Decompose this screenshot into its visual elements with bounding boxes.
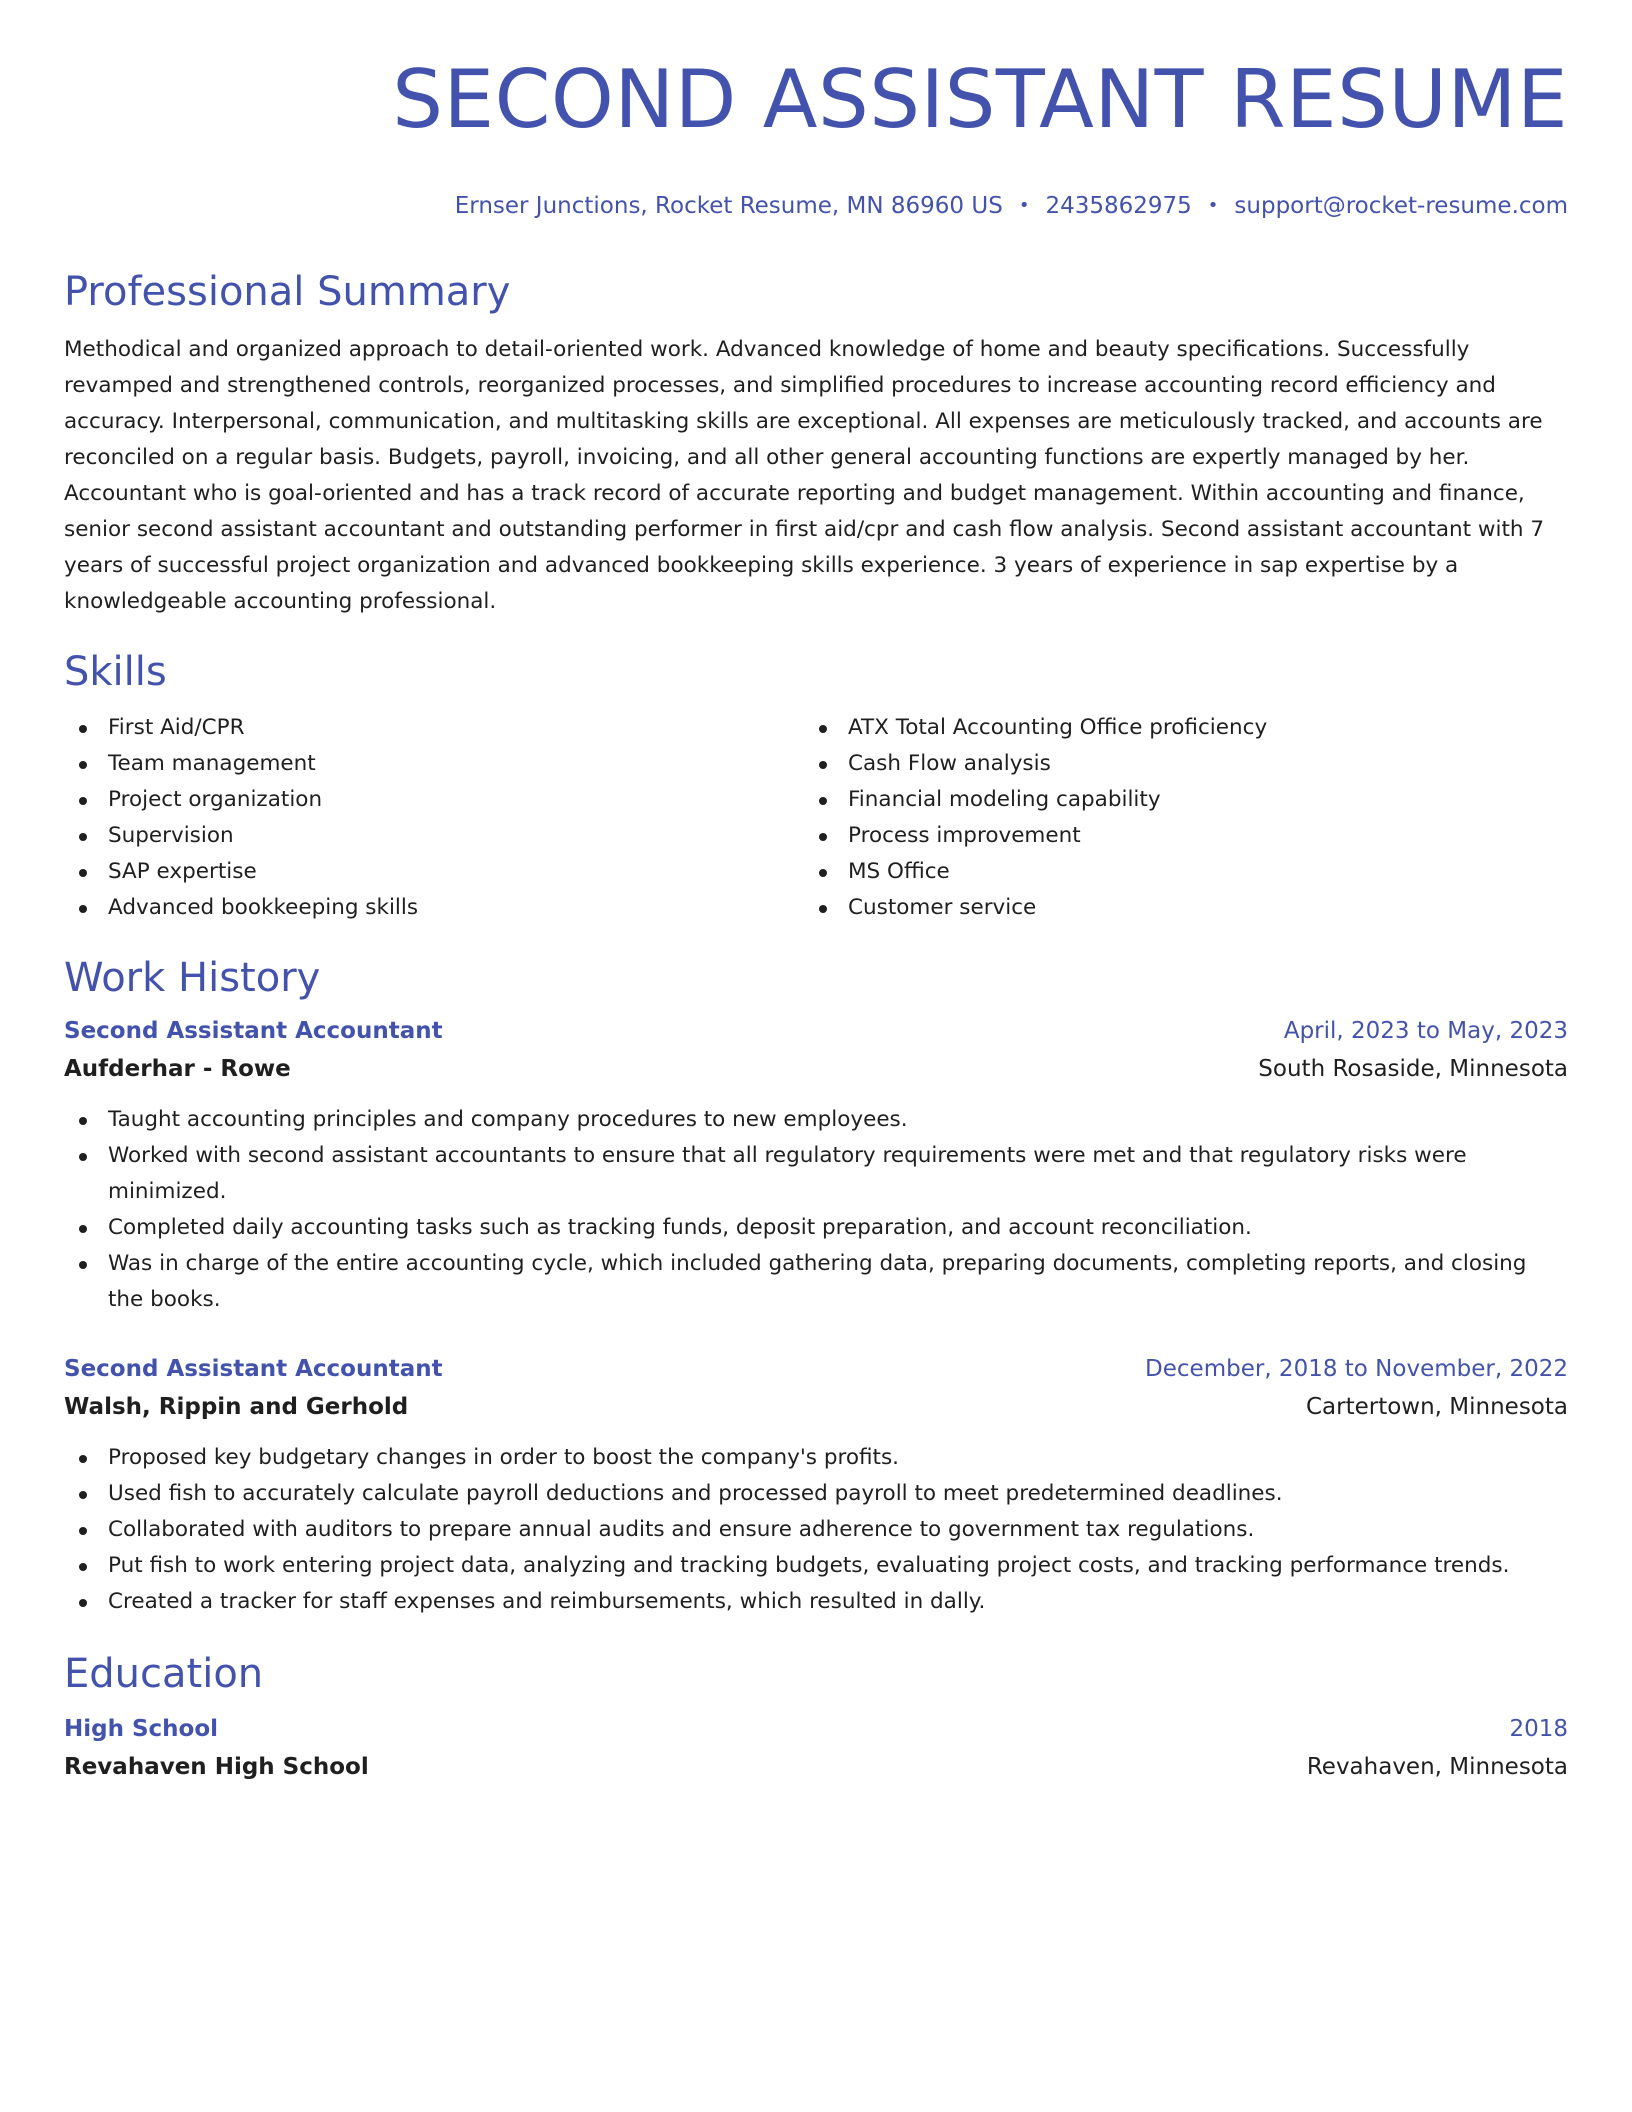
job-dates: April, 2023 to May, 2023 bbox=[1283, 1018, 1568, 1044]
job-duty: Collaborated with auditors to prepare annual audits and ensure adherence to government tax regulations. bbox=[64, 1512, 1568, 1548]
job-dates: December, 2018 to November, 2022 bbox=[1145, 1356, 1568, 1382]
contact-email[interactable]: support@rocket-resume.com bbox=[1234, 193, 1568, 219]
skill-item: Cash Flow analysis bbox=[804, 746, 1544, 782]
degree-title: High School bbox=[64, 1716, 219, 1742]
job-location: Cartertown, Minnesota bbox=[1305, 1394, 1568, 1420]
job-duties-list bbox=[64, 1440, 1568, 1620]
job-duty: Completed daily accounting tasks such as tracking funds, deposit preparation, and account reconciliation. bbox=[64, 1210, 1568, 1246]
skill-item: SAP expertise bbox=[64, 854, 804, 890]
contact-separator: • bbox=[1018, 195, 1030, 216]
job-duty: Proposed key budgetary changes in order to boost the company's profits. bbox=[64, 1440, 1568, 1476]
school-location: Revahaven, Minnesota bbox=[1306, 1754, 1568, 1780]
skill-item: Financial modeling capability bbox=[804, 782, 1544, 818]
job-location: South Rosaside, Minnesota bbox=[1258, 1056, 1568, 1082]
work-entry-subheader bbox=[64, 1050, 1568, 1088]
work-entry bbox=[64, 1012, 1568, 1318]
contact-phone[interactable]: 2435862975 bbox=[1045, 193, 1192, 219]
skills-list-right bbox=[804, 710, 1544, 926]
summary-heading: Professional Summary bbox=[64, 269, 511, 315]
skill-item: ATX Total Accounting Office proficiency bbox=[804, 710, 1544, 746]
job-duty: Worked with second assistant accountants to ensure that all regulatory requirements were met and that regulatory risks were minimized. bbox=[64, 1138, 1568, 1210]
skill-item: First Aid/CPR bbox=[64, 710, 804, 746]
work-history-heading: Work History bbox=[64, 955, 321, 1001]
graduation-year: 2018 bbox=[1509, 1716, 1568, 1742]
employer-name: Aufderhar - Rowe bbox=[64, 1056, 291, 1082]
skill-item: Advanced bookkeeping skills bbox=[64, 890, 804, 926]
job-duty: Put fish to work entering project data, analyzing and tracking budgets, evaluating project costs, and tracking performance trends. bbox=[64, 1548, 1568, 1584]
resume-title: SECOND ASSISTANT RESUME bbox=[392, 53, 1568, 146]
skill-item: Team management bbox=[64, 746, 804, 782]
education-heading: Education bbox=[64, 1651, 264, 1697]
education-entry bbox=[64, 1710, 1568, 1786]
education-entry-subheader bbox=[64, 1748, 1568, 1786]
skills-grid bbox=[64, 710, 1568, 926]
job-title: Second Assistant Accountant bbox=[64, 1356, 443, 1382]
skills-list-left bbox=[64, 710, 804, 926]
skill-item: Customer service bbox=[804, 890, 1544, 926]
work-entry-header bbox=[64, 1012, 1568, 1050]
contact-address: Ernser Junctions, Rocket Resume, MN 86960 US bbox=[454, 193, 1003, 219]
job-title: Second Assistant Accountant bbox=[64, 1018, 443, 1044]
skill-item: Supervision bbox=[64, 818, 804, 854]
work-entry-subheader bbox=[64, 1388, 1568, 1426]
employer-name: Walsh, Rippin and Gerhold bbox=[64, 1394, 409, 1420]
summary-text: Methodical and organized approach to detail-oriented work. Advanced knowledge of home and beauty specifications. Successfully revamped and strengthened controls, reorganized processes, and simplified procedures to increase accounting record efficiency and accuracy. Interpersonal, communication, and multitasking skills are exceptional. All expenses are meticulously tracked, and accounts are reconciled on a regular basis. Budgets, payroll, invoicing, and all other general accounting functions are expertly managed by her. Accountant who is goal-oriented and has a track record of accurate reporting and budget management. Within accounting and finance, senior second assistant accountant and outstanding performer in first aid/cpr and cash flow analysis. Second assistant accountant with 7 years of successful project organization and advanced bookkeeping skills experience. 3 years of experience in sap expertise by a knowledgeable accounting professional. bbox=[64, 337, 1545, 614]
job-duties-list bbox=[64, 1102, 1568, 1318]
school-name: Revahaven High School bbox=[64, 1754, 369, 1780]
education-entry-header bbox=[64, 1710, 1568, 1748]
work-entry bbox=[64, 1350, 1568, 1620]
skill-item: Project organization bbox=[64, 782, 804, 818]
work-entry-header bbox=[64, 1350, 1568, 1388]
contact-separator: • bbox=[1207, 195, 1219, 216]
skills-heading: Skills bbox=[64, 649, 167, 695]
job-duty: Taught accounting principles and company procedures to new employees. bbox=[64, 1102, 1568, 1138]
contact-line bbox=[64, 190, 1568, 224]
job-duty: Created a tracker for staff expenses and reimbursements, which resulted in dally. bbox=[64, 1584, 1568, 1620]
skill-item: MS Office bbox=[804, 854, 1544, 890]
job-duty: Was in charge of the entire accounting cycle, which included gathering data, preparing documents, completing reports, and closing the books. bbox=[64, 1246, 1568, 1318]
job-duty: Used fish to accurately calculate payroll deductions and processed payroll to meet predetermined deadlines. bbox=[64, 1476, 1568, 1512]
skill-item: Process improvement bbox=[804, 818, 1544, 854]
